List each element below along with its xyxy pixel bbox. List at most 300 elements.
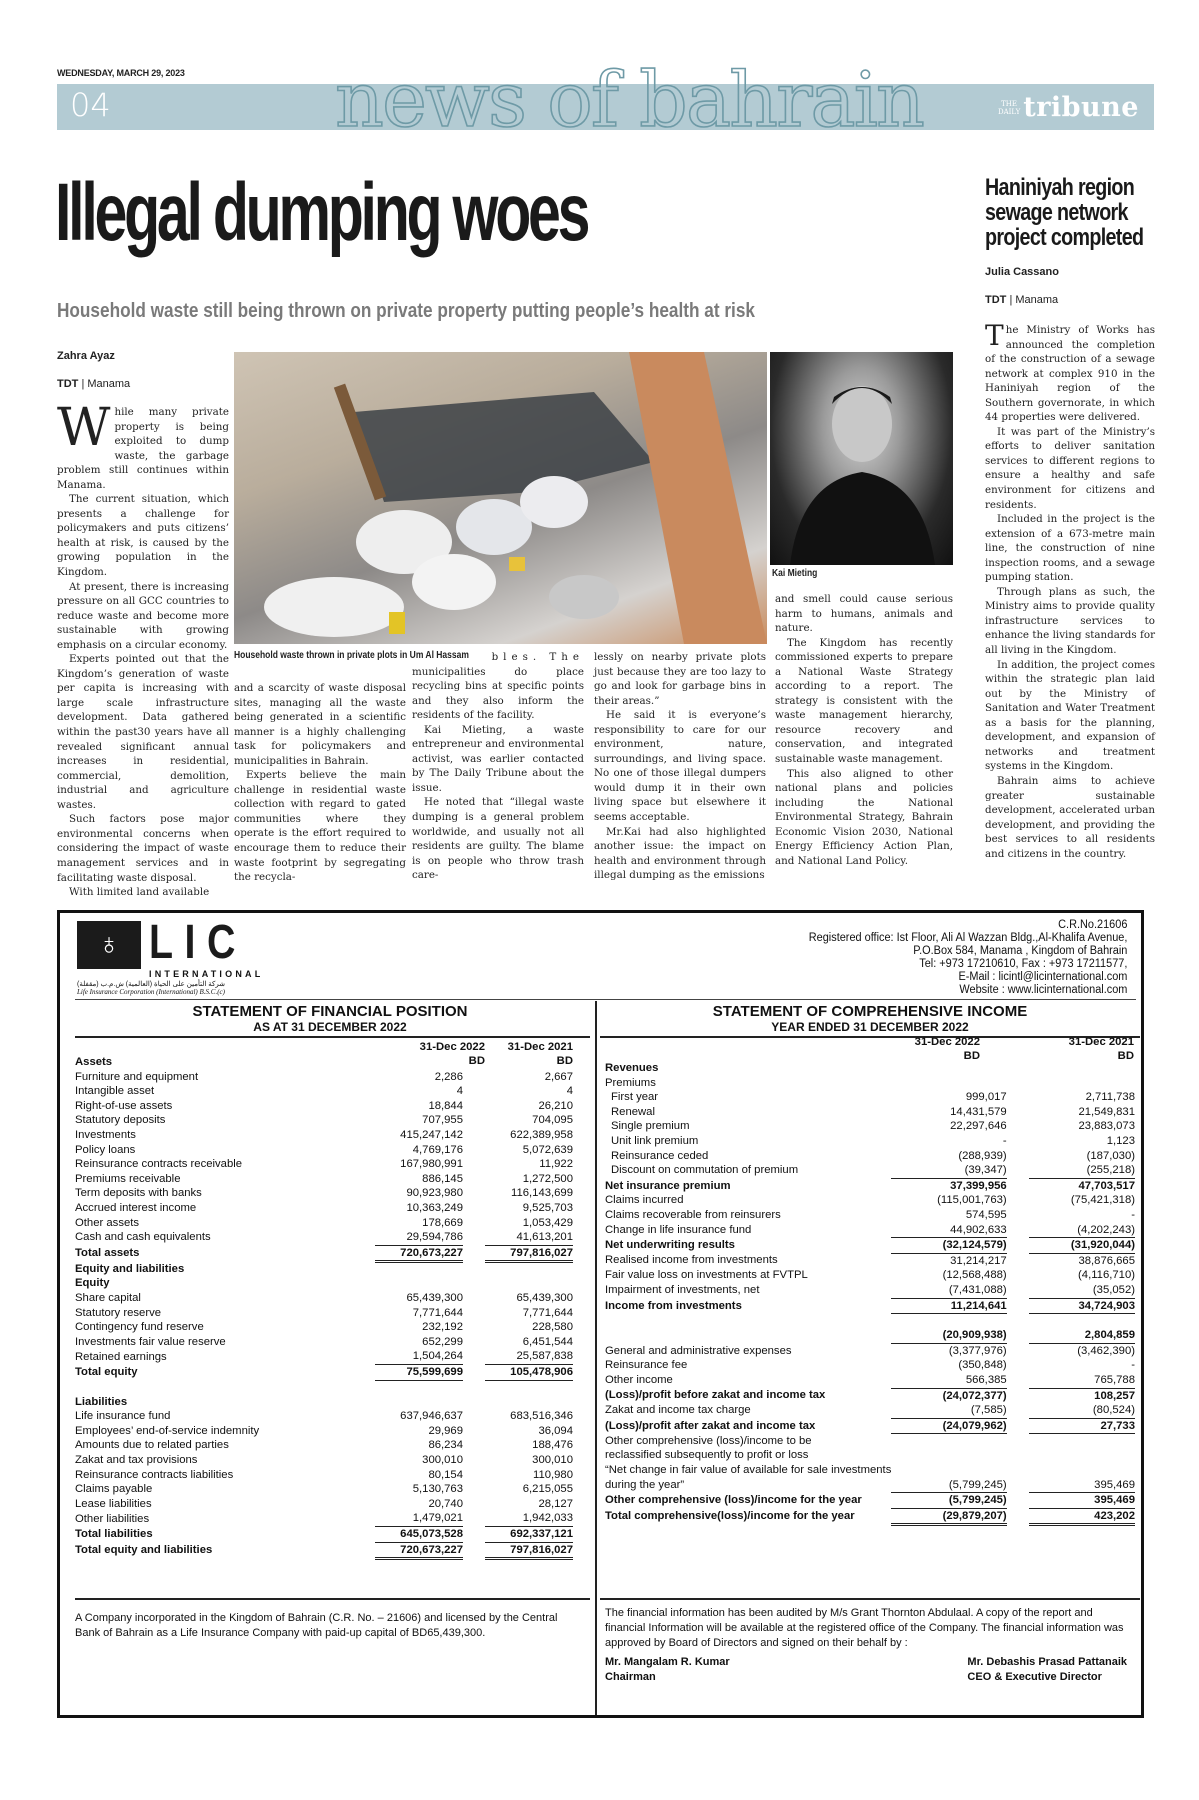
row-label [605,1328,891,1343]
row-label: Furniture and equipment [75,1070,199,1083]
value-2021: 105,478,906 [485,1364,573,1380]
value-2021: 7,771,644 [522,1306,573,1319]
value-2021: 41,613,201 [485,1230,573,1245]
spacer [463,1262,485,1277]
value-2021: (255,218) [1029,1163,1135,1178]
row-label: Reinsurance contracts liabilities [75,1468,234,1481]
row-label: Right-of-use assets [75,1099,173,1112]
spacer [463,1482,485,1497]
income-statement-title: STATEMENT OF COMPREHENSIVE INCOME [712,1003,1028,1020]
signatory-name: Mr. Debashis Prasad Pattanaik [967,1656,1127,1668]
row-label: Claims recoverable from reinsurers [605,1208,781,1221]
row-label: Revenues [605,1062,659,1074]
lic-logo [77,916,267,996]
table-row [605,1178,1135,1193]
lic-subtitle: INTERNATIONAL [149,969,264,979]
column-currency: BD [963,1050,980,1062]
table-row [75,1320,573,1335]
table-row [75,1395,573,1410]
table-row [75,1349,573,1364]
row-label: (Loss)/profit after zakat and income tax [605,1419,816,1432]
row-label: Total equity and liabilities [75,1544,213,1557]
value-2022: 707,955 [422,1114,463,1127]
table-row [605,1061,1135,1076]
value-2021: 38,876,665 [1078,1254,1135,1267]
po-box: P.O.Box 584, Manama , Kingdom of Bahrain [912,945,1127,957]
logo-tribune: tribune [1023,92,1139,123]
article-column-2 [234,681,406,885]
value-2021: 116,143,699 [511,1187,573,1200]
dropcap: W [57,398,111,458]
value-2021: 188,476 [532,1439,573,1452]
financial-position-subtitle: AS AT 31 DECEMBER 2022 [253,1020,407,1034]
financial-position-title: STATEMENT OF FINANCIAL POSITION [192,1003,468,1020]
table-row [75,1070,573,1085]
logo-prefix [998,100,1020,116]
table-row [605,1358,1135,1373]
website[interactable]: Website : www.licinternational.com [958,984,1127,996]
row-label: Accrued interest income [75,1201,197,1214]
email[interactable]: E-Mail : licintl@licinternational.com [958,971,1127,983]
value-2022: (5,799,245) [891,1493,1006,1509]
row-label: Term deposits with banks [75,1187,202,1200]
spacer [463,1157,485,1172]
table-row [605,1076,1135,1091]
row-label: reclassified subsequently to profit or loss [605,1449,809,1462]
globe-hands-icon: ♁ [77,921,141,969]
value-2022 [375,1262,463,1277]
value-2021: 692,337,121 [485,1527,573,1543]
value-2022: 415,247,142 [400,1128,463,1141]
article-column-3 [412,650,584,883]
registration-info [808,919,1127,997]
value-2022: 574,595 [965,1208,1007,1221]
value-2022: 18,844 [428,1099,463,1112]
paragraph: Bahrain aims to achieve greater sustainable development, accelerated urban development, and providing the best services to all residents and citizens in the country. [985,774,1155,860]
value-2022: 1,479,021 [375,1511,463,1526]
value-2021: 65,439,300 [516,1292,573,1304]
value-2021: (31,920,044) [1029,1238,1135,1254]
value-2021 [1029,1463,1135,1478]
value-2021: - [1131,1208,1135,1221]
spacer [1007,1223,1029,1238]
cr-number: C.R.No.21606 [1057,919,1127,931]
value-2021: 797,816,027 [485,1542,573,1559]
company-footnote: A Company incorporated in the Kingdom of Bahrain (C.R. No. – 21606) and licensed by the Central Bank of Bahrain as a Life Insurance Company with paid-up capital of BD65,439,300. [75,1612,558,1639]
table-row [75,1453,573,1468]
value-2021: 1,942,033 [485,1511,573,1526]
spacer [1007,1253,1029,1268]
row-label [75,1380,375,1395]
column-currency: BD [556,1055,573,1067]
table-row [605,1090,1135,1105]
table-row [75,1542,573,1559]
paragraph: bles. The [491,651,584,663]
paragraph: He noted that “illegal waste dumping is a general problem worldwide, and usually not all residents are guilty. The blame is on people who throw trash care- [412,796,584,882]
paragraph: Through plans as such, the Ministry aims to provide quality infrastructure services to enhance the living standards for all living in the Kingdom. [985,585,1155,657]
row-label: Investments [75,1128,136,1141]
value-2021 [485,1395,573,1410]
value-2021: 704,095 [532,1114,573,1127]
divider [600,1598,1140,1600]
paragraph [985,319,1155,425]
row-label: Other comprehensive (loss)/income for the year [605,1494,862,1507]
value-2021: 34,724,903 [1029,1298,1135,1314]
paragraph: He said it is everyone’s responsibility to care for our environment, nature, surroundings, and living space. No one of those illegal dumpers would dump it in their own living space but elsewhere it seems acceptable. [594,709,766,824]
row-label: Equity and liabilities [75,1262,185,1275]
spacer [1007,1208,1029,1223]
row-label: Renewal [611,1105,655,1118]
spacer [463,1099,485,1114]
value-2021: 765,788 [1029,1373,1135,1388]
row-label: Net insurance premium [605,1179,731,1192]
value-2022: 566,385 [891,1373,1006,1388]
table-row [75,1143,573,1158]
paragraph: This also aligned to other national plans and policies including the National Environmental Strategy, Bahrain Economic Vision 2030, National Energy Efficiency Action Plan, and National Land Policy. [775,767,953,867]
spacer [463,1424,485,1439]
table-row [605,1298,1135,1314]
value-2021: 683,516,346 [510,1410,573,1423]
value-2021: (4,116,710) [1078,1269,1135,1282]
side-headline [985,174,1144,251]
value-2022: 232,192 [422,1321,463,1334]
paragraph: lessly on nearby private plots just because they are too lazy to go and look for garbage bins in their areas.” [594,651,766,707]
value-2021: 2,667 [544,1070,573,1083]
agency: TDT [985,294,1007,306]
value-2022: 167,980,991 [400,1158,463,1171]
row-label: Statutory reserve [75,1306,162,1319]
table-row [605,1388,1135,1403]
portrait-photo [770,352,953,565]
value-2021: 300,010 [532,1454,573,1467]
auditor-footnote: The financial information has been audited by M/s Grant Thornton Abdulaal. A copy of the report and financial Information will be available at the registered office of the Company. The financial information was approved by Board of Directors and signed on their behalf by : [605,1607,1124,1649]
spacer [463,1291,485,1306]
paragraph: Experts believe the main challenge in residential waste collection with regard to gated communities where they operate is the effort required to encourage them to reduce their waste footprint by segregating the recycla- [234,769,406,884]
paragraph: Mr.Kai had also highlighted another issue: the impact on health and environment through illegal dumping as the emissions [594,825,766,882]
value-2021 [485,1262,573,1277]
column-currency: BD [1117,1050,1134,1062]
side-headline-line: Haniniyah region [985,174,1135,201]
value-2022: 999,017 [965,1091,1007,1104]
row-label: Share capital [75,1292,141,1304]
table-row [75,1364,573,1380]
signatory-ceo [967,1655,1127,1685]
dateline: WEDNESDAY, MARCH 29, 2023 [57,68,185,78]
table-row [75,1099,573,1114]
spacer [1007,1061,1029,1076]
paragraph: Kai Mieting, a waste entrepreneur and environmental activist, was earlier contacted by The Daily Tribune about the issue. [412,723,584,794]
value-2021: 1,053,429 [522,1216,573,1229]
value-2021: 110,980 [533,1468,573,1481]
spacer [1007,1314,1029,1329]
spacer [1007,1388,1029,1403]
value-2022: (39,347) [891,1163,1006,1178]
signatory-title: CEO & Executive Director [967,1671,1102,1683]
table-row [75,1468,573,1483]
value-2022: 720,673,227 [375,1542,463,1559]
table-row [605,1478,1135,1493]
value-2022: 22,297,646 [950,1120,1007,1133]
logo-daily: DAILY [997,107,1021,116]
spacer [1007,1478,1029,1493]
value-2022: (7,431,088) [891,1283,1006,1298]
ci-col-header-2021 [990,1035,1134,1063]
value-2021: 9,525,703 [522,1201,573,1214]
value-2021 [485,1055,573,1070]
table-row [75,1335,573,1350]
row-label: Assets [75,1056,113,1068]
value-2021: 1,272,500 [522,1172,573,1185]
value-2021: 2,804,859 [1029,1328,1135,1343]
table-row [605,1163,1135,1178]
value-2021: (3,462,390) [1077,1344,1135,1357]
row-label: Retained earnings [75,1350,167,1363]
value-2021: 395,469 [1029,1478,1135,1493]
column-currency: BD [468,1055,485,1067]
spacer [463,1453,485,1468]
spacer [463,1349,485,1364]
spacer [463,1128,485,1143]
side-byline: Julia Cassano [985,266,1059,278]
row-label: Other comprehensive (loss)/income to be [605,1434,812,1447]
dateline-location: TDT | Manama [57,378,131,390]
value-2022 [375,1276,463,1291]
value-2022: - [1002,1134,1007,1147]
spacer [1007,1105,1029,1120]
paragraph: With limited land available [69,886,210,899]
value-2021: 6,451,544 [522,1335,573,1348]
row-label: Unit link premium [611,1134,699,1147]
value-2022: 645,073,528 [375,1527,463,1543]
value-2022 [891,1061,1006,1076]
row-label: during the year” [605,1478,685,1491]
table-row [605,1238,1135,1254]
spacer [463,1438,485,1453]
value-2021 [1029,1434,1135,1449]
spacer [463,1409,485,1424]
value-2022: (115,001,763) [937,1194,1007,1207]
spacer [463,1216,485,1231]
table-row [75,1291,573,1306]
value-2022: (24,079,962) [891,1418,1006,1434]
value-2021: 423,202 [1029,1508,1135,1525]
value-2021: 11,922 [539,1158,573,1171]
row-label: Cash and cash equivalents [75,1231,211,1244]
value-2022: 4 [456,1085,463,1098]
logo-the: THE [1001,99,1018,108]
row-label: Discount on commutation of premium [611,1164,799,1177]
spacer [463,1113,485,1128]
value-2022: 29,969 [428,1424,463,1437]
value-2022 [891,1314,1006,1329]
table-row [605,1434,1135,1449]
paragraph: The current situation, which presents a challenge for policymakers and puts citizens’ health at risk, is caused by the growing population in the Kingdom. [57,493,229,579]
value-2021: 4 [566,1085,573,1098]
row-label: Reinsurance contracts receivable [75,1158,243,1171]
row-label: Equity [75,1277,110,1290]
table-row [75,1084,573,1099]
registered-office: Registered office: Ist Floor, Ali Al Wazzan Bldg.,Al-Khalifa Avenue, [808,932,1127,944]
table-row [75,1276,573,1291]
table-row [75,1172,573,1187]
value-2021: 23,883,073 [1078,1120,1135,1133]
value-2022: 5,130,763 [412,1483,463,1496]
spacer [1007,1403,1029,1418]
paragraph-text: he Ministry of Works has announced the completion of the construction of a sewage network at complex 910 in the Haniniyah region of the Southern governorate, in which 44 properties were delivered. [985,324,1155,424]
tribune-logo [998,92,1139,123]
row-label: Reinsurance fee [605,1359,688,1372]
table-row [605,1268,1135,1283]
value-2021: 2,711,738 [1085,1091,1135,1104]
value-2022: 90,923,980 [406,1187,463,1200]
row-label: Intangible asset [75,1085,155,1098]
row-label: Amounts due to related parties [75,1439,229,1452]
side-headline-line: project completed [985,224,1144,251]
row-label: General and administrative expenses [605,1344,792,1357]
row-label: Other assets [75,1216,140,1229]
table-row [605,1283,1135,1298]
value-2021: 1,123 [1106,1134,1135,1147]
row-label: Zakat and income tax charge [605,1404,751,1417]
row-label: Single premium [611,1120,690,1133]
value-2022: 37,399,956 [950,1179,1007,1192]
value-2022: (288,939) [958,1149,1007,1162]
spacer [1007,1373,1029,1388]
value-2022 [891,1434,1006,1449]
spacer [1007,1238,1029,1254]
article-column-1 [57,398,229,900]
spacer [463,1230,485,1245]
paragraph: Such factors pose major environmental concerns when considering the impact of waste management services and in facilitating waste disposal. [57,813,229,884]
agency: TDT [57,378,79,390]
row-label: Life insurance fund [75,1410,171,1423]
spacer [1007,1134,1029,1149]
row-label: Statutory deposits [75,1114,166,1127]
value-2021: (35,052) [1029,1283,1135,1298]
value-2022: 1,504,264 [375,1349,463,1364]
spacer [1007,1178,1029,1193]
value-2021 [485,1276,573,1291]
spacer [463,1380,485,1395]
page-number: 04 [70,86,111,124]
value-2022: 4,769,176 [412,1143,463,1156]
row-label: (Loss)/profit before zakat and income tax [605,1389,826,1402]
byline: Zahra Ayaz [57,350,115,362]
portrait-caption: Kai Mieting [772,568,818,579]
row-label: Reinsurance ceded [611,1149,709,1162]
row-label: Total liabilities [75,1528,153,1540]
value-2021 [1029,1061,1135,1076]
value-2022: 2,286 [434,1070,463,1083]
signatory-name: Mr. Mangalam R. Kumar [605,1656,730,1668]
value-2021: 21,549,831 [1078,1105,1135,1118]
value-2022 [891,1463,1006,1478]
value-2022: 300,010 [422,1454,463,1467]
spacer [1007,1508,1029,1525]
value-2022: (3,377,976) [948,1344,1007,1357]
table-row [605,1508,1135,1525]
value-2022: 75,599,699 [375,1364,463,1380]
divider [75,1036,590,1038]
spacer [463,1335,485,1350]
table-row [75,1245,573,1262]
spacer [1007,1493,1029,1509]
table-row [605,1493,1135,1509]
financial-position-table [75,1055,573,1560]
article-column-5 [775,592,953,868]
dropcap: T [985,319,1004,352]
spacer [463,1542,485,1559]
spacer [463,1511,485,1526]
row-label: Fair value loss on investments at FVTPL [605,1269,808,1282]
row-label: Lease liabilities [75,1497,152,1510]
lic-arabic-name: شركة التأمين على الحياة (العالمية) ش.م.ب (مقفلة) [77,981,226,988]
divider [75,1598,590,1600]
row-label: Impairment of investments, net [605,1284,760,1297]
income-statement-subtitle: YEAR ENDED 31 DECEMBER 2022 [771,1020,969,1034]
table-row [605,1403,1135,1418]
value-2021: (187,030) [1086,1149,1135,1162]
spacer [463,1201,485,1216]
spacer [1007,1434,1029,1449]
value-2022: 44,902,633 [891,1223,1006,1238]
spacer [1007,1149,1029,1164]
ci-col-header-2022 [830,1035,980,1063]
table-row [75,1424,573,1439]
row-label: Total assets [75,1247,140,1260]
signatory-title: Chairman [605,1671,656,1683]
waste-photo [234,352,767,644]
row-label: Other liabilities [75,1512,150,1525]
value-2022: 720,673,227 [375,1245,463,1262]
value-2021: 228,580 [532,1321,573,1334]
value-2022: 886,145 [422,1172,463,1185]
value-2022 [375,1055,463,1070]
table-row [75,1497,573,1512]
paragraph: It was part of the Ministry’s efforts to deliver sanitation services to different regions to ensure a healthy and safe environment for citizens and residents. [985,425,1155,511]
value-2021: 25,587,838 [485,1349,573,1364]
spacer [463,1395,485,1410]
value-2021: 26,210 [538,1099,573,1112]
row-label: Realised income from investments [605,1254,778,1267]
value-2021: 6,215,055 [522,1483,573,1496]
spacer [463,1527,485,1543]
value-2021 [485,1380,573,1395]
signatory-chairman [605,1655,730,1685]
spacer [1007,1463,1029,1478]
portrait-illustration [770,352,953,565]
paragraph: and a scarcity of waste disposal sites, managing all the waste being generated in a scientific manner is a highly challenging task for policymakers and municipalities in Bahrain. [234,682,406,767]
row-label: Investments fair value reserve [75,1335,226,1348]
table-row [605,1208,1135,1223]
value-2021: 36,094 [538,1424,573,1437]
row-label: Policy loans [75,1143,136,1156]
row-label: Total equity [75,1365,138,1378]
value-2021: 797,816,027 [485,1245,573,1262]
lic-letters: LIC [149,916,247,969]
value-2022: 80,154 [428,1468,463,1481]
column-year: 31-Dec 2021 [507,1041,573,1053]
table-row [75,1438,573,1453]
table-row [75,1409,573,1424]
value-2022: 637,946,637 [400,1410,463,1423]
spacer [463,1070,485,1085]
value-2022: 652,299 [422,1335,463,1348]
spacer [1007,1298,1029,1314]
value-2021: - [1131,1359,1135,1372]
table-row [605,1223,1135,1238]
section-title-text: news of bahrain [335,55,923,144]
